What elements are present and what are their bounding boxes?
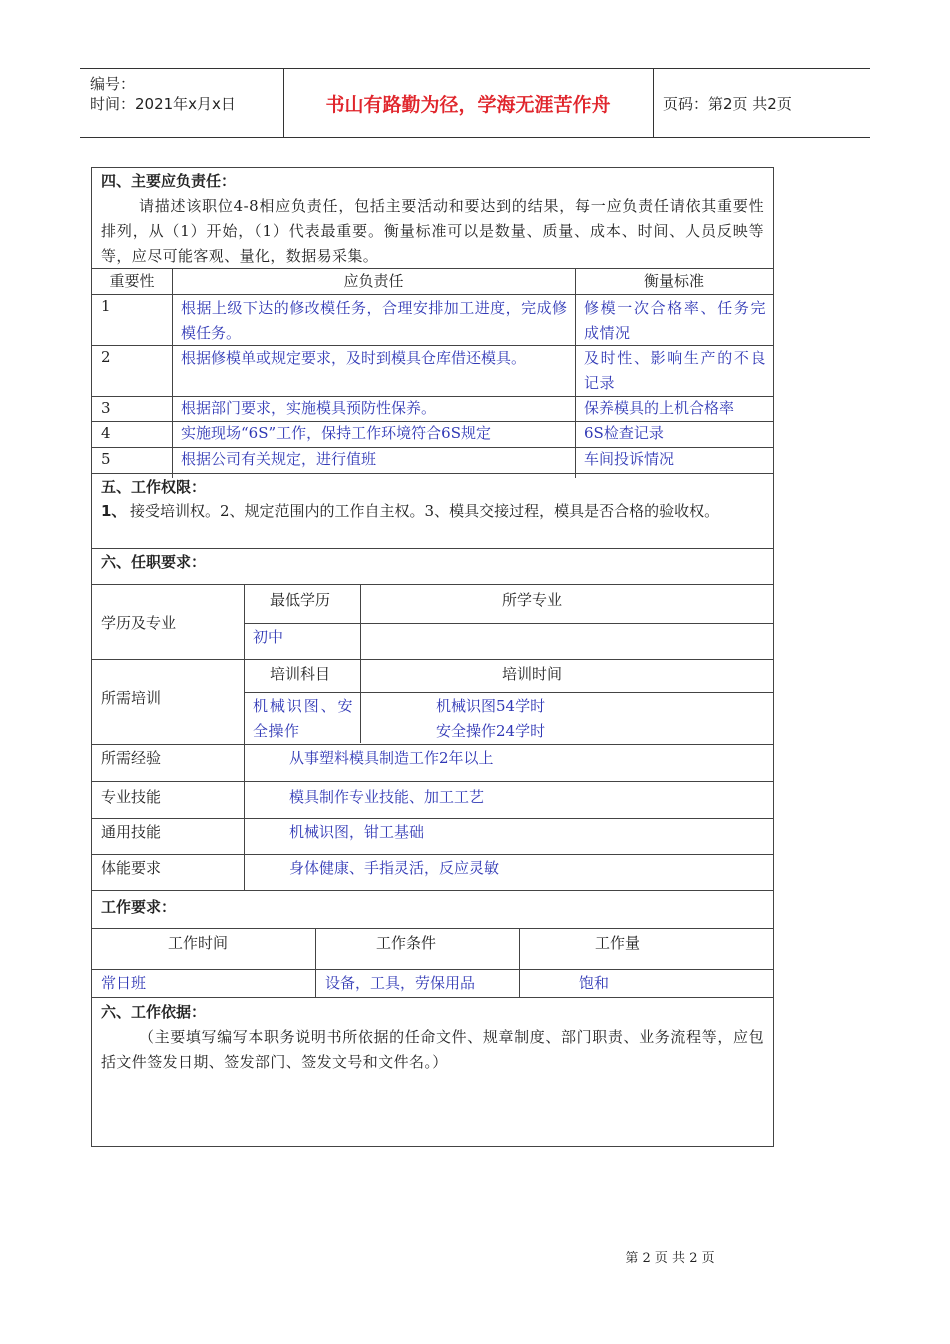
work-header-time: 工作时间	[168, 934, 229, 952]
work-header-condition: 工作条件	[376, 934, 437, 952]
train-time-1: 机械识图54学时	[436, 697, 546, 715]
work-load-value: 饱和	[579, 974, 610, 992]
basis-title: 六、工作依据：	[101, 1003, 207, 1021]
edu-header-min: 最低学历	[270, 591, 331, 609]
section5-title: 五、工作权限：	[101, 478, 207, 496]
train-header-time: 培训时间	[502, 665, 563, 683]
section4-title: 四、主要应负责任：	[101, 172, 237, 190]
duty-text: 根据修模单或规定要求，及时到模具仓库借还模具。	[181, 349, 527, 367]
experience-value: 从事塑料模具制造工作2年以上	[289, 749, 494, 767]
basis-text: （主要填写编写本职务说明书所依据的任命文件、规章制度、部门职责、业务流程等，应包括文件签发日期、签发部门、签发文号和文件名。）	[101, 1028, 764, 1071]
work-title: 工作要求：	[101, 898, 177, 916]
train-header-subject: 培训科目	[270, 665, 331, 683]
general-skill-value: 机械识图，钳工基础	[289, 823, 425, 841]
col-header-rank: 重要性	[109, 272, 155, 290]
duty-measure: 6S检查记录	[584, 424, 664, 442]
number-label: 编号：	[90, 75, 136, 93]
duty-rank: 5	[101, 450, 111, 468]
edu-header-major: 所学专业	[502, 591, 563, 609]
section5-number: 1、	[101, 502, 127, 520]
duty-text: 根据部门要求，实施模具预防性保养。	[181, 399, 437, 417]
experience-label: 所需经验	[101, 749, 162, 767]
page-footer: 第 2 页 共 2 页	[625, 1251, 715, 1266]
section6-title: 六、任职要求：	[101, 553, 207, 571]
duty-rank: 3	[101, 399, 111, 417]
pro-skill-label: 专业技能	[101, 788, 162, 806]
duty-measure: 修模一次合格率、任务完成情况	[584, 299, 766, 342]
train-subject-value: 机械识图、安全操作	[253, 697, 353, 740]
header-meta	[80, 69, 284, 137]
section5-text: 接受培训权。2、规定范围内的工作自主权。3、模具交接过程，模具是否合格的验收权。	[130, 502, 720, 520]
duty-text: 实施现场“6S”工作，保持工作环境符合6S规定	[181, 424, 491, 442]
duty-measure: 保养模具的上机合格率	[584, 399, 735, 417]
duty-text: 根据上级下达的修改模任务，合理安排加工进度，完成修模任务。	[181, 299, 567, 342]
general-skill-label: 通用技能	[101, 823, 162, 841]
duty-text: 根据公司有关规定，进行值班	[181, 450, 377, 468]
edu-min-value: 初中	[253, 628, 284, 646]
duty-measure: 车间投诉情况	[584, 450, 675, 468]
physical-label: 体能要求	[101, 859, 162, 877]
job-description-form	[91, 167, 774, 1147]
duty-rank: 1	[101, 297, 111, 315]
time-label: 时间：2021年x月x日	[90, 95, 236, 113]
duty-rank: 2	[101, 348, 111, 366]
page-header	[80, 68, 870, 138]
col-header-measure: 衡量标准	[643, 272, 704, 290]
work-header-load: 工作量	[595, 934, 641, 952]
physical-value: 身体健康、手指灵活，反应灵敏	[289, 859, 500, 877]
pro-skill-value: 模具制作专业技能、加工工艺	[289, 788, 485, 806]
train-time-2: 安全操作24学时	[436, 722, 546, 740]
section4-intro: 请描述该职位4-8相应负责任，包括主要活动和要达到的结果，每一应负责任请依其重要性排列，从（1）开始，（1）代表最重要。衡量标准可以是数量、质量、成本、时间、人员反映等等，应尽可能客观、量化，数据易采集。	[101, 197, 764, 265]
work-time-value: 常日班	[101, 974, 147, 992]
duty-rank: 4	[101, 424, 111, 442]
col-header-duty: 应负责任	[343, 272, 404, 290]
training-label: 所需培训	[101, 689, 162, 707]
education-label: 学历及专业	[101, 614, 177, 632]
work-condition-value: 设备，工具，劳保用品	[325, 974, 476, 992]
slogan: 书山有路勤为径，学海无涯苦作舟	[283, 69, 654, 137]
page-number-label: 页码：第2页 共2页	[663, 94, 792, 113]
duty-measure: 及时性、影响生产的不良记录	[584, 349, 766, 392]
